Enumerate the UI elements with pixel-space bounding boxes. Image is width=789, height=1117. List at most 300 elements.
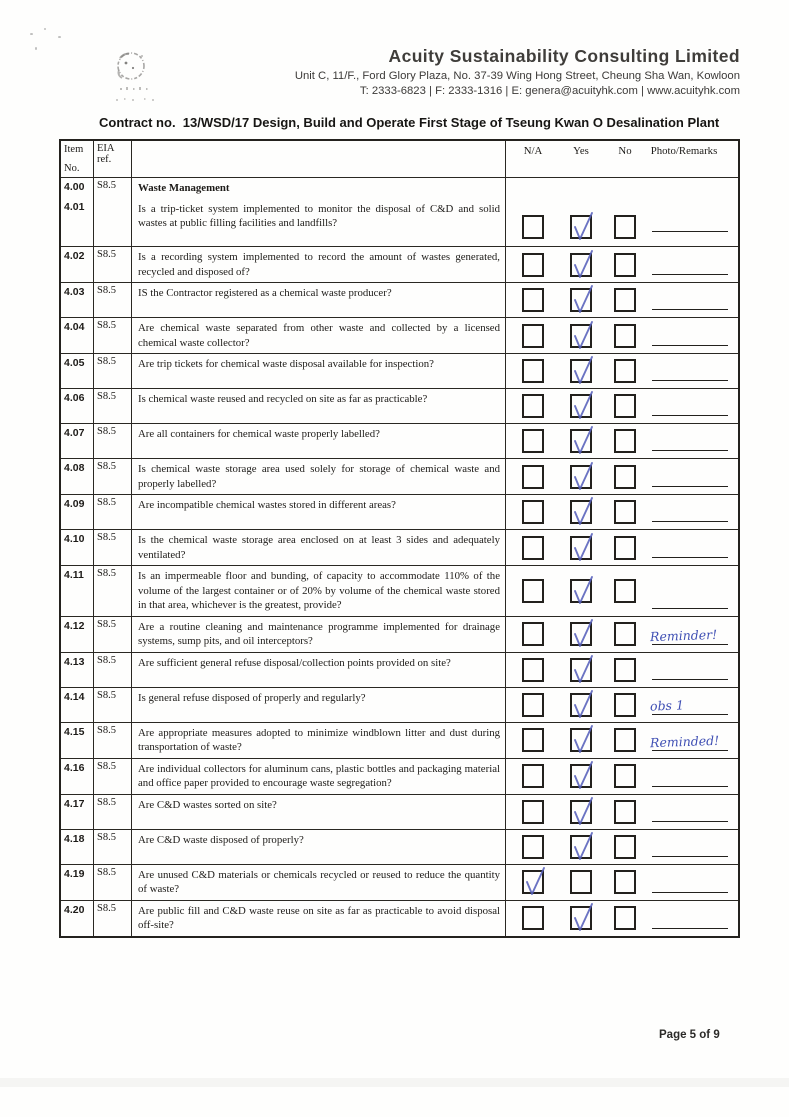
checkbox-no (614, 728, 636, 752)
question-cell (132, 424, 506, 458)
checklist-row (61, 317, 738, 353)
checklist-row (61, 900, 738, 936)
eia-ref: S8.5 (97, 532, 116, 543)
photo-remarks-slot (650, 617, 730, 652)
question-text: IS the Contractor registered as a chemical waste producer? (138, 287, 392, 299)
checkbox-no (614, 693, 636, 717)
item-no-cell (61, 389, 94, 423)
eia-ref-cell (94, 318, 132, 353)
checkbox-na (522, 500, 544, 524)
item-no: 4.18 (64, 832, 85, 845)
item-no: 4.05 (64, 357, 85, 369)
tick-mark-icon (569, 688, 597, 722)
eia-ref-cell (94, 459, 132, 494)
checkbox-no (614, 764, 636, 788)
eia-ref: S8.5 (97, 356, 116, 367)
eia-ref-cell (94, 283, 132, 317)
checkbox-na (522, 658, 544, 682)
checkbox-yes (570, 359, 592, 383)
item-no: 4.09 (64, 498, 85, 510)
eia-ref-cell (94, 247, 132, 282)
checklist-row (61, 246, 738, 282)
photo-remarks-slot (650, 247, 730, 282)
contract-title: Contract no. 13/WSD/17 Design, Build and Operate First Stage of Tseung Kwan O Desalination Plant (99, 115, 720, 130)
remark-underline (652, 856, 728, 857)
tick-mark-icon (569, 901, 597, 935)
photo-remarks-slot (650, 178, 730, 239)
column-header-item: Item (64, 144, 84, 155)
answer-cell (506, 354, 738, 388)
photo-remarks-slot (650, 795, 730, 829)
remark-underline (652, 345, 728, 346)
question-cell (132, 723, 506, 758)
checkbox-yes (570, 394, 592, 418)
eia-ref-cell (94, 178, 132, 246)
item-no: 4.08 (64, 462, 85, 474)
item-no: 4.10 (64, 533, 85, 545)
tick-mark-icon (569, 460, 597, 494)
question-text: Are a routine cleaning and maintenance programme implemented for drainage systems, sump pits, and oil interceptors? (138, 620, 500, 647)
checkbox-yes (570, 728, 592, 752)
eia-ref: S8.5 (97, 796, 116, 808)
checkbox-na (522, 622, 544, 646)
question-text: Is general refuse disposed of properly and regularly? (138, 691, 366, 704)
checkbox-na (522, 429, 544, 453)
checkbox-no (614, 800, 636, 824)
checkbox-no (614, 465, 636, 489)
checkbox-no (614, 394, 636, 418)
handwritten-remark: Reminded! (649, 732, 720, 750)
checkbox-yes (570, 579, 592, 603)
tick-mark-icon (569, 759, 597, 793)
tick-mark-icon (569, 795, 597, 829)
answer-cell (506, 283, 738, 317)
checklist-row (61, 652, 738, 687)
eia-ref: S8.5 (97, 249, 116, 260)
item-no-cell (61, 354, 94, 388)
question-cell (132, 178, 506, 246)
checkbox-na (522, 324, 544, 348)
question-text: Are appropriate measures adopted to minimize windblown litter and dust during transportation of waste? (138, 726, 500, 753)
eia-ref-cell (94, 617, 132, 652)
remark-underline (652, 750, 728, 751)
checkbox-yes (570, 906, 592, 930)
item-no: 4.14 (64, 690, 85, 703)
answer-cell (506, 459, 738, 494)
question-cell (132, 830, 506, 864)
checkbox-na (522, 870, 544, 894)
photo-remarks-slot (650, 759, 730, 794)
item-no-cell (61, 830, 94, 864)
eia-ref: S8.5 (97, 285, 116, 296)
tick-mark-icon (569, 531, 597, 565)
table-header-row (61, 141, 738, 178)
eia-ref: S8.5 (97, 391, 116, 402)
item-no-cell (61, 459, 94, 494)
answer-cell (506, 759, 738, 794)
photo-remarks-slot (650, 530, 730, 565)
question-text: Are sufficient general refuse disposal/collection points provided on site? (138, 656, 451, 669)
checklist-row (61, 388, 738, 423)
checkbox-na (522, 835, 544, 859)
question-text: Is chemical waste storage area used solely for storage of chemical waste and properly labelled? (138, 463, 500, 490)
checklist-row (61, 423, 738, 458)
checkbox-na (522, 800, 544, 824)
scan-speck (30, 33, 33, 35)
question-cell (132, 389, 506, 423)
checkbox-no (614, 288, 636, 312)
question-cell (132, 318, 506, 353)
letterhead (0, 46, 740, 97)
question-text: Are unused C&D materials or chemicals recycled or reused to reduce the quantity of waste? (138, 868, 500, 895)
item-no: 4.11 (64, 569, 84, 581)
remark-underline (652, 450, 728, 451)
checkbox-yes (570, 324, 592, 348)
answer-cell (506, 688, 738, 722)
item-no-cell (61, 617, 94, 652)
item-no: 4.03 (64, 286, 85, 298)
scan-shadow-band (0, 1078, 789, 1087)
eia-ref: S8.5 (97, 724, 116, 736)
answer-cell (506, 495, 738, 529)
column-header-eia-ref: EIA ref. (94, 141, 132, 177)
question-cell (132, 495, 506, 529)
eia-ref-cell (94, 759, 132, 794)
remark-underline (652, 231, 728, 232)
answer-cell (506, 617, 738, 652)
eia-ref-cell (94, 389, 132, 423)
photo-remarks-slot (650, 389, 730, 423)
remark-underline (652, 892, 728, 893)
tick-mark-icon (569, 389, 597, 423)
question-cell (132, 247, 506, 282)
question-cell (132, 283, 506, 317)
company-name: Acuity Sustainability Consulting Limited (388, 46, 740, 66)
eia-ref-cell (94, 723, 132, 758)
eia-ref-cell (94, 653, 132, 687)
checklist-row (61, 353, 738, 388)
eia-ref: S8.5 (97, 831, 116, 843)
item-no-cell (61, 795, 94, 829)
checkbox-yes (570, 500, 592, 524)
checkbox-yes (570, 870, 592, 894)
item-no: 4.20 (64, 903, 85, 916)
checklist-row (61, 494, 738, 529)
checklist-row (61, 458, 738, 494)
checklist-row (61, 864, 738, 900)
eia-ref: S8.5 (97, 902, 116, 914)
remark-underline (652, 714, 728, 715)
checkbox-na (522, 728, 544, 752)
checkbox-na (522, 579, 544, 603)
answer-cell (506, 566, 738, 616)
checklist-row (61, 687, 738, 722)
checklist-row (61, 616, 738, 652)
question-cell (132, 530, 506, 565)
item-no-cell (61, 759, 94, 794)
question-cell (132, 617, 506, 652)
column-header-yes: Yes (573, 145, 589, 157)
checkbox-na (522, 288, 544, 312)
eia-ref: S8.5 (97, 760, 116, 772)
eia-ref-cell (94, 495, 132, 529)
remark-underline (652, 415, 728, 416)
answer-cell (506, 318, 738, 353)
question-text: Is a trip-ticket system implemented to monitor the disposal of C&D and solid wastes at public filling facilities and landfills? (138, 202, 500, 229)
question-text: Is an impermeable floor and bunding, of capacity to accommodate 110% of the volume of the largest container or of 20% by volume of the chemical waste stored in that area, whichever is the greatest, provide? (138, 570, 500, 611)
photo-remarks-slot (650, 865, 730, 900)
checkbox-no (614, 253, 636, 277)
checkbox-no (614, 835, 636, 859)
checkbox-yes (570, 536, 592, 560)
checklist-row (61, 282, 738, 317)
tick-mark-icon (569, 354, 597, 388)
answer-cell (506, 389, 738, 423)
checkbox-na (522, 764, 544, 788)
checkbox-no (614, 906, 636, 930)
checkbox-na (522, 215, 544, 239)
question-text: Are chemical waste separated from other waste and collected by a licensed chemical waste collector? (138, 322, 500, 349)
item-no-cell (61, 566, 94, 616)
answer-cell (506, 178, 738, 246)
question-text: Are C&D wastes sorted on site? (138, 798, 277, 811)
item-no-cell (61, 495, 94, 529)
handwritten-remark: obs 1 (649, 696, 685, 714)
company-address: Unit C, 11/F., Ford Glory Plaza, No. 37-39 Wing Hong Street, Cheung Sha Wan, Kowloon (294, 70, 740, 82)
question-cell (132, 653, 506, 687)
column-header-question (132, 141, 506, 177)
photo-remarks-slot (650, 830, 730, 864)
checkbox-yes (570, 693, 592, 717)
item-no-cell (61, 901, 94, 936)
checkbox-na (522, 693, 544, 717)
scan-speck (44, 28, 46, 30)
handwritten-remark: Reminder! (649, 626, 718, 644)
remark-underline (652, 309, 728, 310)
checklist-row (61, 829, 738, 864)
eia-ref-cell (94, 566, 132, 616)
page-number: Page 5 of 9 (659, 1029, 720, 1041)
answer-cell (506, 653, 738, 687)
item-no-cell (61, 653, 94, 687)
remark-underline (652, 557, 728, 558)
checklist-row (61, 178, 738, 246)
tick-mark-icon (569, 617, 597, 651)
item-no: 4.19 (64, 867, 85, 880)
checkbox-na (522, 359, 544, 383)
eia-ref-cell (94, 865, 132, 900)
remark-underline (652, 786, 728, 787)
eia-ref-cell (94, 795, 132, 829)
remark-underline (652, 644, 728, 645)
eia-ref: S8.5 (97, 320, 116, 331)
item-no-cell (61, 424, 94, 458)
eia-ref: S8.5 (97, 568, 116, 579)
item-no: 4.17 (64, 797, 85, 810)
question-text: Are C&D waste disposed of properly? (138, 833, 304, 846)
checkbox-yes (570, 800, 592, 824)
checkbox-yes (570, 764, 592, 788)
column-header-photo-remarks: Photo/Remarks (650, 145, 718, 157)
checkbox-na (522, 536, 544, 560)
item-no-cell (61, 178, 94, 246)
question-text: Are trip tickets for chemical waste disposal available for inspection? (138, 358, 434, 370)
answer-cell (506, 795, 738, 829)
item-no: 4.12 (64, 619, 85, 632)
answer-cell (506, 530, 738, 565)
checkbox-no (614, 359, 636, 383)
item-no-cell (61, 688, 94, 722)
tick-mark-icon (569, 210, 597, 244)
checkbox-no (614, 500, 636, 524)
tick-mark-icon (569, 495, 597, 529)
company-contact: T: 2333-6823 | F: 2333-1316 | E: genera@acuityhk.com | www.acuityhk.com (359, 85, 740, 97)
column-header-no-answer: No (618, 145, 632, 157)
checklist-table (59, 139, 740, 938)
eia-ref: S8.5 (97, 654, 116, 666)
eia-ref-cell (94, 901, 132, 936)
photo-remarks-slot (650, 459, 730, 494)
question-text: Is a recording system implemented to record the amount of wastes generated, recycled and disposed of? (138, 251, 500, 278)
checkbox-na (522, 906, 544, 930)
photo-remarks-slot (650, 901, 730, 936)
photo-remarks-slot (650, 283, 730, 317)
item-no: 4.07 (64, 427, 85, 439)
item-no-cell (61, 283, 94, 317)
eia-ref-cell (94, 424, 132, 458)
answer-cell (506, 247, 738, 282)
tick-mark-icon (569, 424, 597, 458)
photo-remarks-slot (650, 723, 730, 758)
photo-remarks-slot (650, 566, 730, 616)
question-text: Are individual collectors for aluminum cans, plastic bottles and packaging material and office paper provided to encourage waste segregation? (138, 762, 500, 789)
item-no-cell (61, 318, 94, 353)
question-cell (132, 566, 506, 616)
tick-mark-icon (569, 830, 597, 864)
checkbox-no (614, 579, 636, 603)
question-text: Are all containers for chemical waste properly labelled? (138, 428, 380, 440)
question-cell (132, 901, 506, 936)
item-no: 4.06 (64, 392, 85, 404)
question-text: Are public fill and C&D waste reuse on site as far as practicable to avoid disposal off-site? (138, 904, 500, 931)
checklist-row (61, 529, 738, 565)
section-no: 4.00 (64, 181, 85, 193)
item-no-cell (61, 247, 94, 282)
item-no-cell (61, 723, 94, 758)
eia-ref-cell (94, 830, 132, 864)
photo-remarks-slot (650, 318, 730, 353)
checklist-row (61, 794, 738, 829)
question-cell (132, 759, 506, 794)
photo-remarks-slot (650, 495, 730, 529)
checkbox-na (522, 253, 544, 277)
photo-remarks-slot (650, 688, 730, 722)
checklist-row (61, 722, 738, 758)
remark-underline (652, 679, 728, 680)
item-no-cell (61, 865, 94, 900)
remark-underline (652, 608, 728, 609)
question-text: Is the chemical waste storage area enclosed on at least 3 sides and adequately ventilated? (138, 534, 500, 561)
checkbox-no (614, 429, 636, 453)
remark-underline (652, 928, 728, 929)
eia-ref: S8.5 (97, 497, 116, 508)
column-header-na: N/A (523, 145, 543, 157)
scan-speck (58, 36, 61, 38)
remark-underline (652, 274, 728, 275)
checkbox-yes (570, 658, 592, 682)
tick-mark-icon (569, 653, 597, 687)
checkbox-no (614, 324, 636, 348)
eia-ref: S8.5 (97, 180, 116, 191)
checkbox-no (614, 622, 636, 646)
checkbox-yes (570, 288, 592, 312)
checkbox-yes (570, 465, 592, 489)
question-cell (132, 795, 506, 829)
answer-cell (506, 830, 738, 864)
photo-remarks-slot (650, 424, 730, 458)
section-title: Waste Management (138, 182, 230, 194)
question-cell (132, 688, 506, 722)
column-header-answers (506, 141, 738, 177)
checkbox-no (614, 870, 636, 894)
eia-ref-cell (94, 530, 132, 565)
tick-mark-icon (569, 723, 597, 757)
remark-underline (652, 521, 728, 522)
question-cell (132, 354, 506, 388)
checkbox-yes (570, 429, 592, 453)
photo-remarks-slot (650, 653, 730, 687)
eia-ref: S8.5 (97, 866, 116, 878)
answer-cell (506, 424, 738, 458)
remark-underline (652, 486, 728, 487)
checkbox-yes (570, 835, 592, 859)
eia-ref: S8.5 (97, 618, 116, 630)
answer-cell (506, 901, 738, 936)
checkbox-yes (570, 215, 592, 239)
checkbox-no (614, 215, 636, 239)
tick-mark-icon (569, 319, 597, 353)
item-no: 4.13 (64, 655, 85, 668)
item-no: 4.04 (64, 321, 85, 333)
tick-mark-icon (569, 574, 597, 608)
question-text: Is chemical waste reused and recycled on site as far as practicable? (138, 393, 428, 405)
item-no-cell (61, 530, 94, 565)
tick-mark-icon (521, 865, 549, 899)
photo-remarks-slot (650, 354, 730, 388)
checklist-row (61, 758, 738, 794)
item-no: 4.02 (64, 250, 85, 262)
answer-cell (506, 865, 738, 900)
item-no: 4.15 (64, 725, 85, 738)
checkbox-no (614, 658, 636, 682)
question-text: Are incompatible chemical wastes stored in different areas? (138, 499, 396, 511)
checkbox-na (522, 394, 544, 418)
eia-ref: S8.5 (97, 461, 116, 472)
item-no: 4.01 (64, 201, 85, 213)
question-cell (132, 459, 506, 494)
eia-ref-cell (94, 688, 132, 722)
checkbox-yes (570, 622, 592, 646)
eia-ref-cell (94, 354, 132, 388)
answer-cell (506, 723, 738, 758)
remark-underline (652, 380, 728, 381)
remark-underline (652, 821, 728, 822)
checkbox-yes (570, 253, 592, 277)
checkbox-no (614, 536, 636, 560)
checkbox-na (522, 465, 544, 489)
tick-mark-icon (569, 283, 597, 317)
column-header-no: No. (64, 163, 80, 174)
